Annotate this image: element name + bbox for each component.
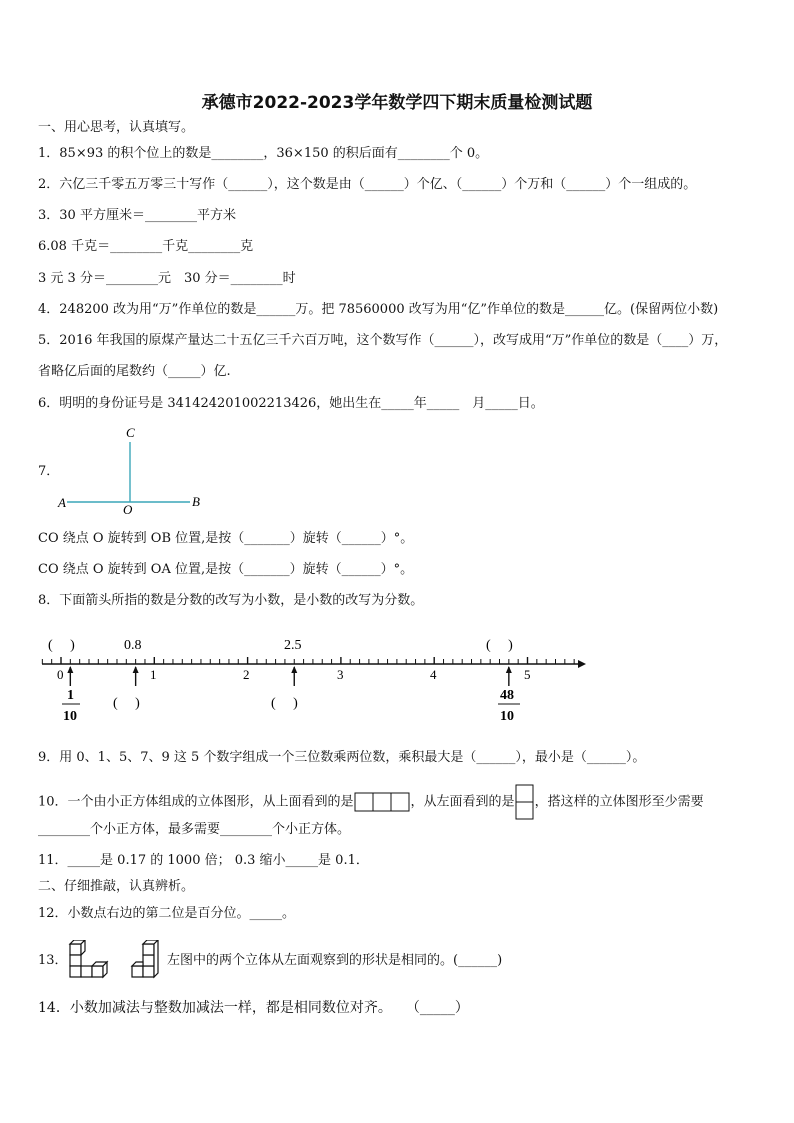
bottom-blank-2: ( ) xyxy=(271,696,298,711)
question-10b: ________个小正方体，最多需要________个小正方体。 xyxy=(38,822,351,837)
bottom-blank-1: ( ) xyxy=(113,696,140,711)
label-c: C xyxy=(126,425,135,440)
tick-label-4: 4 xyxy=(430,667,437,682)
section-2-heading: 二、仔细推敲，认真辨析。 xyxy=(38,879,195,894)
tick-label-1: 1 xyxy=(150,667,157,682)
question-9: 9．用 0、1、5、7、9 这 5 个数字组成一个三位数乘两位数，乘积最大是（______），最小是（______）。 xyxy=(38,750,646,765)
label-o: O xyxy=(123,502,133,517)
question-7a: CO 绕点 O 旋转到 OB 位置,是按（_______）旋转（______）°。 xyxy=(38,531,414,546)
angle-figure xyxy=(55,422,215,517)
label-b: B xyxy=(192,494,200,509)
question-3a: 3．30 平方厘米＝________平方米 xyxy=(38,208,236,223)
top-label-blank-2: ( ) xyxy=(486,638,513,653)
fraction-2-den: 10 xyxy=(500,709,514,724)
question-3b: 6.08 千克＝________千克________克 xyxy=(38,239,254,254)
question-5a: 5．2016 年我国的原煤产量达二十五亿三千六百万吨，这个数写作（______），改写成用“万”作单位的数是（____）万， xyxy=(38,333,728,348)
pointer-arrowhead-1 xyxy=(67,666,73,673)
question-6: 6．明明的身份证号是 341424201002213426，她出生在_____年_____ 月_____日。 xyxy=(38,396,544,411)
question-7b: CO 绕点 O 旋转到 OA 位置,是按（_______）旋转（______）°。 xyxy=(38,562,414,577)
question-11: 11．_____是 0.17 的 1000 倍； 0.3 缩小_____是 0.1． xyxy=(38,853,369,868)
top-label-0-8: 0.8 xyxy=(124,638,142,653)
question-2: 2．六亿三千零五万零三十写作（______），这个数是由（______）个亿、（______）个万和（______）个一组成的。 xyxy=(38,177,697,192)
label-a: A xyxy=(58,495,66,510)
question-4: 4．248200 改为用“万”作单位的数是______万。把 78560000 改写为用“亿”作单位的数是______亿。(保留两位小数) xyxy=(38,302,719,317)
question-7-number: 7． xyxy=(38,464,60,479)
tick-label-5: 5 xyxy=(524,667,531,682)
tick-label-2: 2 xyxy=(243,667,250,682)
section-1-heading: 一、用心思考，认真填写。 xyxy=(38,120,195,135)
top-label-blank-1: ( ) xyxy=(48,638,75,653)
top-label-2-5: 2.5 xyxy=(284,638,302,653)
page-title: 承德市2022-2023学年数学四下期末质量检测试题 xyxy=(201,93,593,113)
fraction-1-den: 10 xyxy=(63,709,77,724)
question-8: 8．下面箭头所指的数是分数的改写为小数，是小数的改写为分数。 xyxy=(38,593,424,608)
pointer-arrowhead-3 xyxy=(291,666,297,673)
question-13-text: 左图中的两个立体从左面观察到的形状是相同的。(______) xyxy=(167,953,503,968)
question-5b: 省略亿后面的尾数约（_____）亿. xyxy=(38,364,231,379)
fraction-1-num: 1 xyxy=(67,688,74,703)
question-3c: 3 元 3 分＝________元 30 分＝________时 xyxy=(38,271,296,286)
question-14: 14．小数加减法与整数加减法一样，都是相同数位对齐。 （_____） xyxy=(38,1000,469,1016)
pointer-arrowhead-2 xyxy=(133,666,139,673)
left-view-figure xyxy=(515,784,535,820)
axis-arrowhead xyxy=(578,660,586,668)
question-13-number: 13． xyxy=(38,953,68,968)
question-1: 1．85×93 的积个位上的数是________，36×150 的积后面有________个 0。 xyxy=(38,146,489,161)
pointer-arrowhead-4 xyxy=(506,666,512,673)
question-10a-post: ，搭这样的立体图形至少需要 xyxy=(534,794,704,810)
cube-figures xyxy=(66,940,166,980)
number-line xyxy=(0,628,794,728)
tick-label-0: 0 xyxy=(57,667,64,682)
question-10a-mid: ，从左面看到的是 xyxy=(410,794,515,810)
question-10a-pre: 10．一个由小正方体组成的立体图形，从上面看到的是 xyxy=(38,794,354,810)
tick-label-3: 3 xyxy=(337,667,344,682)
question-12: 12．小数点右边的第二位是百分位。_____。 xyxy=(38,906,296,921)
top-view-figure xyxy=(354,792,411,812)
fraction-2-num: 48 xyxy=(500,688,514,703)
question-10a xyxy=(38,784,704,820)
